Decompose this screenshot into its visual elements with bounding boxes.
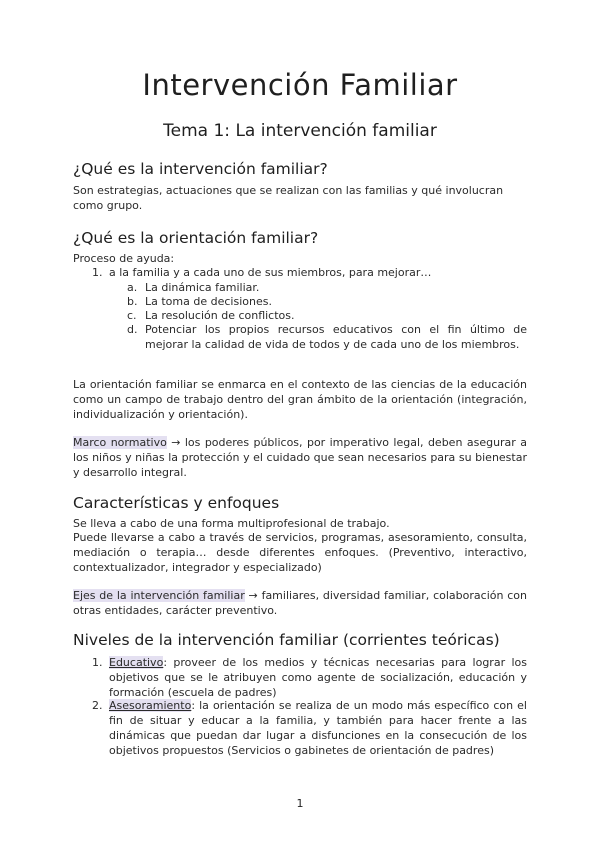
sublist-letter: a. bbox=[127, 281, 138, 294]
ejes-highlight: Ejes de la intervención familiar bbox=[73, 589, 245, 602]
niveles-item-educativo bbox=[109, 655, 527, 700]
sublist-item: Potenciar los propios recursos educativos con el fin último de mejorar la calidad de vida de todos y de cada uno de los miembros. bbox=[145, 323, 527, 351]
list-item-text: a la familia y a cada uno de sus miembros, para mejorar… bbox=[109, 266, 432, 279]
asesoramiento-highlight: Asesoramiento bbox=[109, 699, 192, 712]
sublist-letter: d. bbox=[127, 323, 138, 336]
sublist-item: La toma de decisiones. bbox=[145, 295, 272, 308]
page-number: 1 bbox=[296, 797, 304, 810]
educativo-text: : proveer de los medios y técnicas necesarias para lograr los objetivos que se le atribuyen como agente de socialización, educación y formación (escuela de padres) bbox=[109, 656, 527, 699]
list-number: 1. bbox=[92, 656, 103, 669]
marco-normativo-paragraph bbox=[73, 435, 527, 480]
marco-normativo-highlight: Marco normativo bbox=[73, 436, 167, 449]
section-heading-orientacion: ¿Qué es la orientación familiar? bbox=[73, 229, 319, 247]
niveles-item-asesoramiento bbox=[109, 698, 527, 758]
document-subtitle: Tema 1: La intervención familiar bbox=[163, 121, 437, 141]
section-heading-caracteristicas: Características y enfoques bbox=[73, 494, 280, 512]
sublist-item: La resolución de conflictos. bbox=[145, 309, 295, 322]
document-title: Intervención Familiar bbox=[142, 68, 458, 102]
caracteristicas-paragraph: Puede llevarse a cabo a través de servicios, programas, asesoramiento, consulta, mediación o terapia… desde diferentes enfoques. (Preventivo, interactivo, contextualizador, integrador y especializado) bbox=[73, 531, 527, 574]
asesoramiento-text: : la orientación se realiza de un modo más específico con el fin de situar y educar a la familia, y también para hacer frente a las dinámicas que puedan dar lugar a disfunciones en la consecución de los objetivos propuestos (Servicios o gabinetes de orientación de padres) bbox=[109, 699, 527, 757]
ejes-text: → familiares, diversidad familiar, colaboración con otras entidades, carácter preventivo. bbox=[73, 589, 528, 617]
list-number: 2. bbox=[92, 699, 103, 712]
section-heading-intervencion: ¿Qué es la intervención familiar? bbox=[73, 160, 328, 178]
section-heading-niveles: Niveles de la intervención familiar (corrientes teóricas) bbox=[73, 631, 500, 649]
orientacion-paragraph: La orientación familiar se enmarca en el contexto de las ciencias de la educación como un campo de trabajo dentro del gran ámbito de la orientación (integración, individualización y orientación). bbox=[73, 378, 527, 421]
caracteristicas-line: Se lleva a cabo de una forma multiprofesional de trabajo. bbox=[73, 517, 390, 530]
marco-normativo-text: → los poderes públicos, por imperativo legal, deben asegurar a los niños y niñas la protección y el cuidado que sean necesarios para su bienestar y desarrollo integral. bbox=[73, 436, 527, 479]
list-number: 1. bbox=[92, 266, 103, 279]
sublist-letter: b. bbox=[127, 295, 138, 308]
sublist-item: La dinámica familiar. bbox=[145, 281, 260, 294]
section-body-intervencion: Son estrategias, actuaciones que se realizan con las familias y qué involucran como grupo. bbox=[73, 184, 504, 212]
ejes-paragraph bbox=[73, 588, 527, 618]
educativo-highlight: Educativo bbox=[109, 656, 164, 669]
sublist-letter: c. bbox=[127, 309, 137, 322]
orientacion-intro: Proceso de ayuda: bbox=[73, 252, 175, 265]
